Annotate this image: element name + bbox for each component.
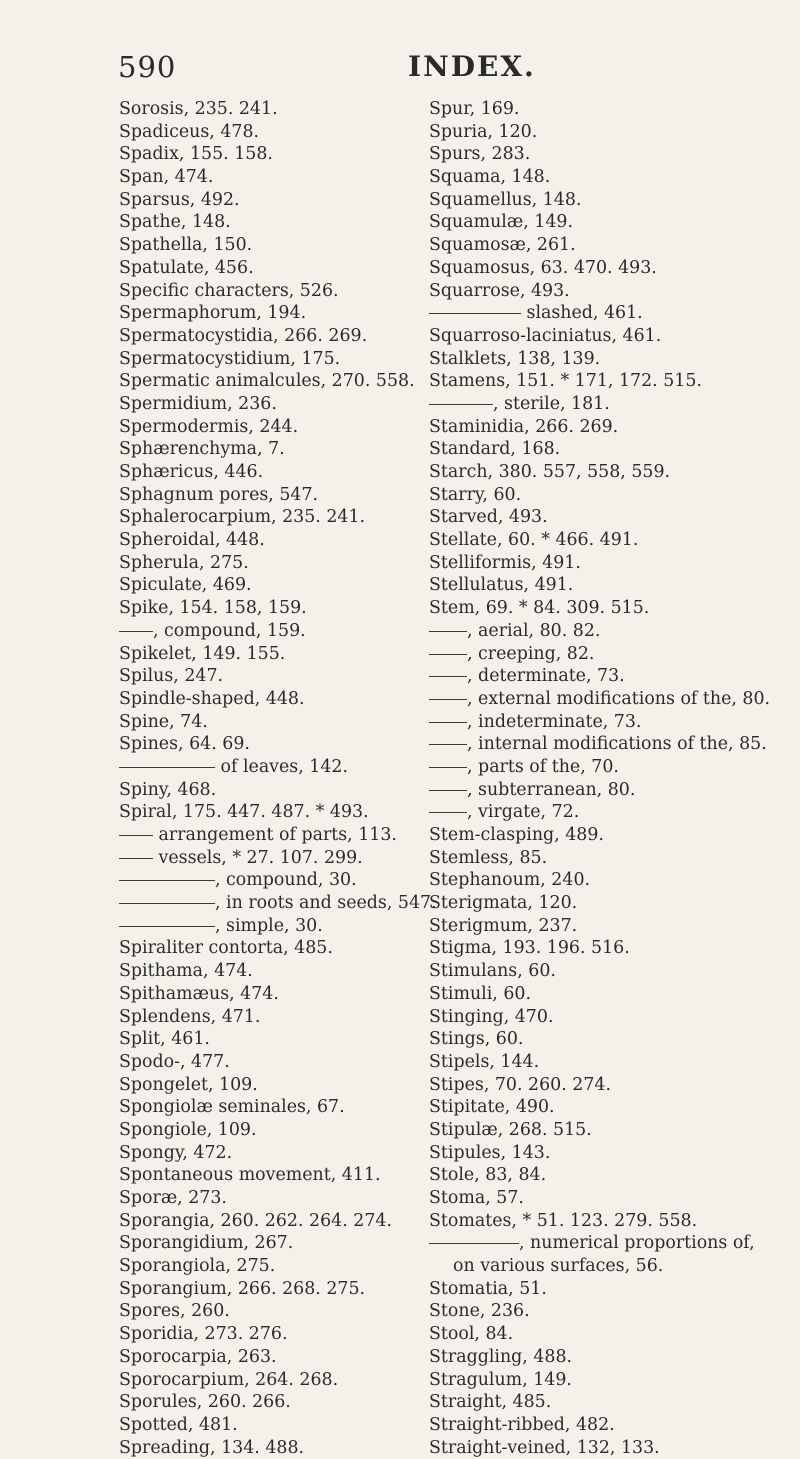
ditto-dash xyxy=(429,812,467,813)
index-entry-text: Stephanoum, 240. xyxy=(429,870,591,891)
index-entry-text: Stem, 69. * 84. 309. 515. xyxy=(429,598,650,619)
ditto-dash xyxy=(119,903,215,904)
index-entry-text: Spontaneous movement, 411. xyxy=(119,1165,381,1186)
index-entry-text: , subterranean, 80. xyxy=(467,779,636,800)
index-entry xyxy=(429,506,789,529)
index-entry xyxy=(429,325,789,348)
index-entry-text: Spongiole, 109. xyxy=(119,1119,257,1140)
index-entry xyxy=(429,1187,789,1210)
ditto-dash xyxy=(429,699,467,700)
index-entry xyxy=(429,1323,789,1346)
index-entry-text: arrangement of parts, 113. xyxy=(153,825,397,845)
index-entry xyxy=(119,211,419,234)
index-entry xyxy=(119,574,419,597)
index-entry-text: Stamens, 151. * 171, 172. 515. xyxy=(429,371,702,392)
index-entry-text: Stole, 83, 84. xyxy=(429,1165,547,1186)
index-entry-text: Sporangiola, 275. xyxy=(119,1256,276,1277)
index-entry-text: , numerical proportions of, xyxy=(519,1233,755,1254)
index-entry xyxy=(429,1119,789,1142)
index-entry-text: Spongy, 472. xyxy=(119,1142,233,1163)
index-entry-text: Sphagnum pores, 547. xyxy=(119,484,319,505)
ditto-dash xyxy=(429,631,467,632)
index-entry xyxy=(119,937,419,960)
index-entry-text: Spuria, 120. xyxy=(429,121,538,142)
index-entry xyxy=(119,1210,419,1233)
index-entry xyxy=(119,506,419,529)
index-entry xyxy=(429,688,789,711)
index-entry xyxy=(119,733,419,756)
index-entry-text: Stem-clasping, 489. xyxy=(429,825,604,845)
index-entry-text: Spherula, 275. xyxy=(119,552,249,573)
index-entry-text: , compound, 30. xyxy=(215,870,357,891)
index-entry xyxy=(429,461,789,484)
index-entry-text: Sorosis, 235. 241. xyxy=(119,99,278,119)
index-entry-text: Squamulæ, 149. xyxy=(429,212,573,233)
index-entry xyxy=(429,438,789,461)
index-entry xyxy=(429,1074,789,1097)
index-entry-text: Spreading, 134. 488. xyxy=(119,1437,305,1458)
index-entry xyxy=(429,234,789,257)
index-entry xyxy=(429,665,789,688)
index-entry xyxy=(429,711,789,734)
index-entry xyxy=(429,892,789,915)
index-entry-text: Spiculate, 469. xyxy=(119,575,252,596)
index-entry xyxy=(119,98,419,121)
index-entry-text: Stalklets, 138, 139. xyxy=(429,348,601,369)
index-entry xyxy=(119,1142,419,1165)
index-entry xyxy=(119,1074,419,1097)
index-entry-text: Stipitate, 490. xyxy=(429,1097,555,1118)
index-entry xyxy=(119,1323,419,1346)
index-entry-text: Stoma, 57. xyxy=(429,1188,524,1208)
index-entry-text: Stipulæ, 268. 515. xyxy=(429,1119,592,1140)
ditto-dash xyxy=(429,654,467,655)
index-entry-text: Spithama, 474. xyxy=(119,961,253,982)
index-entry-text: Sphærenchyma, 7. xyxy=(119,439,285,460)
ditto-dash xyxy=(119,858,153,859)
index-entry-text: Stelliformis, 491. xyxy=(429,552,581,573)
ditto-dash xyxy=(429,676,467,677)
ditto-dash xyxy=(119,835,153,836)
index-entry xyxy=(429,1346,789,1369)
index-entry-text: Stipes, 70. 260. 274. xyxy=(429,1074,612,1095)
index-entry xyxy=(119,1164,419,1187)
index-entry xyxy=(429,1142,789,1165)
index-entry xyxy=(429,733,789,756)
index-entry xyxy=(429,1369,789,1392)
index-entry-text: Spotted, 481. xyxy=(119,1414,238,1435)
index-entry-text: Stomates, * 51. 123. 279. 558. xyxy=(429,1210,698,1231)
index-entry-text: Sporocarpia, 263. xyxy=(119,1346,277,1367)
index-entry-text: Spathella, 150. xyxy=(119,235,253,256)
index-entry xyxy=(119,121,419,144)
index-entry-text: Spur, 169. xyxy=(429,99,520,119)
index-entry-text: Spithamæus, 474. xyxy=(119,983,279,1004)
index-entry xyxy=(119,756,419,779)
index-entry-text: Spermatocystidium, 175. xyxy=(119,348,341,369)
index-entry-text: Sporæ, 273. xyxy=(119,1188,227,1208)
index-entry-text: Squama, 148. xyxy=(429,167,551,188)
index-entry xyxy=(119,779,419,802)
index-entry xyxy=(119,801,419,824)
index-entry xyxy=(119,166,419,189)
index-entry-text: Squarrose, 493. xyxy=(429,280,570,301)
index-entry xyxy=(119,393,419,416)
index-entry xyxy=(429,211,789,234)
index-entry xyxy=(429,302,789,325)
index-entry xyxy=(429,574,789,597)
index-entry xyxy=(119,1437,419,1459)
index-entry xyxy=(429,1278,789,1301)
index-entry-text: , virgate, 72. xyxy=(467,802,580,823)
index-entry-text: Sporangium, 266. 268. 275. xyxy=(119,1278,366,1299)
index-entry xyxy=(119,1369,419,1392)
index-entry xyxy=(119,325,419,348)
index-entry-text: Squamosus, 63. 470. 493. xyxy=(429,257,657,278)
index-entry-text: Starry, 60. xyxy=(429,484,522,505)
index-entry-text: Sporangidium, 267. xyxy=(119,1233,294,1254)
index-entry-text: Straight, 485. xyxy=(429,1392,552,1413)
index-entry-text: Stimuli, 60. xyxy=(429,983,531,1004)
index-entry-text: , aerial, 80. 82. xyxy=(467,620,601,641)
index-entry xyxy=(119,1278,419,1301)
index-column-left xyxy=(119,98,437,1459)
index-entry xyxy=(429,189,789,212)
index-entry xyxy=(429,552,789,575)
index-entry-text: Spermidium, 236. xyxy=(119,393,277,414)
index-entry-text: Sterigmata, 120. xyxy=(429,893,578,914)
index-entry-text: Stipels, 144. xyxy=(429,1051,540,1072)
index-entry xyxy=(429,1414,789,1437)
index-entry xyxy=(119,348,419,371)
index-entry xyxy=(429,983,789,1006)
index-entry xyxy=(429,348,789,371)
index-entry-text: Stigma, 193. 196. 516. xyxy=(429,938,630,959)
index-entry xyxy=(119,1187,419,1210)
index-entry-text: Stellulatus, 491. xyxy=(429,575,574,596)
index-entry-text: Starch, 380. 557, 558, 559. xyxy=(429,462,671,482)
index-entry xyxy=(429,529,789,552)
index-entry xyxy=(119,370,419,393)
index-entry-text: Specific characters, 526. xyxy=(119,280,339,301)
index-entry xyxy=(429,937,789,960)
ditto-dash xyxy=(119,926,215,927)
index-entry-text: Sterigmum, 237. xyxy=(429,915,578,936)
index-entry xyxy=(119,143,419,166)
ditto-dash xyxy=(119,631,153,632)
index-entry xyxy=(429,370,789,393)
index-entry-text: Straight-veined, 132, 133. xyxy=(429,1437,660,1458)
index-entry xyxy=(119,1119,419,1142)
ditto-dash xyxy=(119,767,215,768)
index-entry xyxy=(119,484,419,507)
index-entry-text: vessels, * 27. 107. 299. xyxy=(153,847,363,868)
index-entry-text: Spiny, 468. xyxy=(119,779,217,800)
index-entry xyxy=(429,1006,789,1029)
index-entry xyxy=(119,1255,419,1278)
index-entry xyxy=(119,189,419,212)
index-entry-text: Stipules, 143. xyxy=(429,1142,551,1163)
index-entry-text: Starved, 493. xyxy=(429,507,548,528)
index-entry-text: Squarroso-laciniatus, 461. xyxy=(429,325,662,346)
index-entry-text: Spermatic animalcules, 270. 558. xyxy=(119,371,415,392)
index-entry-text: Spurs, 283. xyxy=(429,144,531,165)
index-entry-text: Stinging, 470. xyxy=(429,1006,554,1027)
index-entry-text: Spadix, 155. 158. xyxy=(119,144,273,165)
index-entry-text: Spikelet, 149. 155. xyxy=(119,643,286,664)
index-entry xyxy=(119,1300,419,1323)
index-entry-text: Span, 474. xyxy=(119,167,214,188)
index-entry xyxy=(119,983,419,1006)
index-entry xyxy=(429,779,789,802)
index-entry xyxy=(429,257,789,280)
index-entry-text: Straggling, 488. xyxy=(429,1346,573,1367)
index-entry xyxy=(119,280,419,303)
index-entry-text: Staminidia, 266. 269. xyxy=(429,416,619,437)
index-entry-text: , external modifications of the, 80. xyxy=(467,688,771,709)
index-entry xyxy=(429,915,789,938)
index-entry xyxy=(429,869,789,892)
index-entry-text: Spheroidal, 448. xyxy=(119,530,265,551)
index-entry-text: Spadiceus, 478. xyxy=(119,121,260,142)
index-entry xyxy=(429,121,789,144)
index-entry xyxy=(429,1300,789,1323)
index-entry-text: , compound, 159. xyxy=(153,620,306,641)
index-entry xyxy=(429,1210,789,1233)
index-entry xyxy=(119,892,437,915)
index-entry-text: Stragulum, 149. xyxy=(429,1369,572,1390)
index-entry-text: Spine, 74. xyxy=(119,711,208,732)
index-entry-text: , determinate, 73. xyxy=(467,666,625,687)
index-entry xyxy=(119,257,419,280)
index-entry xyxy=(429,597,789,620)
index-entry xyxy=(429,1232,789,1255)
index-entry-text: , simple, 30. xyxy=(215,915,323,936)
index-entry-text: Spongelet, 109. xyxy=(119,1074,258,1095)
index-entry-text: slashed, 461. xyxy=(521,303,643,324)
index-entry xyxy=(429,1437,789,1459)
index-entry-text: Spongiolæ seminales, 67. xyxy=(119,1097,345,1118)
index-entry xyxy=(429,1028,789,1051)
index-entry xyxy=(119,1414,419,1437)
index-entry-text: Sporangia, 260. 262. 264. 274. xyxy=(119,1210,392,1231)
ditto-dash xyxy=(119,880,215,881)
index-entry-text: Splendens, 471. xyxy=(119,1006,261,1027)
ditto-dash xyxy=(429,404,493,405)
index-entry-text: Spiral, 175. 447. 487. * 493. xyxy=(119,802,369,823)
index-entry-text: Sporules, 260. 266. xyxy=(119,1392,291,1413)
index-entry xyxy=(119,847,419,870)
index-entry-text: Spatulate, 456. xyxy=(119,257,254,278)
index-entry xyxy=(429,756,789,779)
index-entry xyxy=(429,1255,789,1278)
index-entry xyxy=(429,1164,789,1187)
index-entry-text: Spines, 64. 69. xyxy=(119,734,250,755)
ditto-dash xyxy=(429,722,467,723)
index-entry-text: Stomatia, 51. xyxy=(429,1278,547,1299)
index-entry xyxy=(119,688,419,711)
index-entry xyxy=(429,620,789,643)
index-entry-text: Split, 461. xyxy=(119,1029,210,1050)
index-entry-text: Sporidia, 273. 276. xyxy=(119,1324,288,1345)
index-entry xyxy=(119,915,419,938)
index-entry-text: on various surfaces, 56. xyxy=(453,1256,664,1277)
index-entry-text: Spike, 154. 158, 159. xyxy=(119,598,307,619)
index-entry-text: , indeterminate, 73. xyxy=(467,711,642,732)
index-entry-text: Squamellus, 148. xyxy=(429,189,582,210)
index-entry xyxy=(119,302,419,325)
index-entry xyxy=(119,1391,419,1414)
index-entry xyxy=(119,665,419,688)
index-entry-text: , internal modifications of the, 85. xyxy=(467,734,767,755)
index-entry xyxy=(429,416,789,439)
ditto-dash xyxy=(429,767,467,768)
index-entry xyxy=(429,1391,789,1414)
index-entry xyxy=(119,1028,419,1051)
index-entry xyxy=(119,1346,419,1369)
index-entry-text: Sparsus, 492. xyxy=(119,189,240,210)
index-entry-text: Spindle-shaped, 448. xyxy=(119,688,305,709)
index-entry xyxy=(119,960,419,983)
index-entry xyxy=(119,461,419,484)
index-entry-text: , creeping, 82. xyxy=(467,643,595,664)
index-entry xyxy=(429,484,789,507)
ditto-dash xyxy=(429,313,521,314)
index-entry-text: Stemless, 85. xyxy=(429,847,548,868)
index-entry-text: Sporocarpium, 264. 268. xyxy=(119,1369,339,1390)
index-entry xyxy=(119,1096,419,1119)
index-entry-text: Stool, 84. xyxy=(429,1324,514,1345)
page-number: 590 xyxy=(118,50,177,84)
index-entry xyxy=(119,824,419,847)
index-entry-text: Spiraliter contorta, 485. xyxy=(119,938,333,959)
page-title: INDEX. xyxy=(408,50,536,83)
index-entry-text: of leaves, 142. xyxy=(215,756,349,777)
index-entry xyxy=(429,847,789,870)
index-entry xyxy=(119,597,419,620)
index-entry xyxy=(119,643,419,666)
index-entry xyxy=(429,643,789,666)
index-entry-text: Spores, 260. xyxy=(119,1301,230,1322)
index-column-right xyxy=(429,98,789,1459)
index-entry-text: Stings, 60. xyxy=(429,1029,524,1050)
index-entry xyxy=(429,280,789,303)
index-entry-text: Spermodermis, 244. xyxy=(119,416,299,437)
index-entry xyxy=(119,1232,419,1255)
index-entry xyxy=(429,1051,789,1074)
index-entry-text: Spermaphorum, 194. xyxy=(119,303,307,324)
index-entry-text: Spathe, 148. xyxy=(119,212,231,233)
index-entry-text: Spilus, 247. xyxy=(119,666,224,687)
index-entry xyxy=(429,98,789,121)
index-entry-text: Stone, 236. xyxy=(429,1301,530,1322)
index-entry-text: , sterile, 181. xyxy=(493,393,610,414)
index-entry xyxy=(119,1006,419,1029)
index-entry-text: Stellate, 60. * 466. 491. xyxy=(429,530,639,551)
page-header xyxy=(0,50,800,90)
index-entry-text: Spodo-, 477. xyxy=(119,1051,230,1072)
index-entry-text: Sphæricus, 446. xyxy=(119,462,264,482)
index-entry xyxy=(119,529,419,552)
index-entry-text: Standard, 168. xyxy=(429,439,561,460)
index-entry xyxy=(119,711,419,734)
index-entry xyxy=(119,620,419,643)
index-entry-text: Squamosæ, 261. xyxy=(429,235,576,256)
index-entry-text: Straight-ribbed, 482. xyxy=(429,1414,615,1435)
ditto-dash xyxy=(429,1243,519,1244)
index-entry-text: Stimulans, 60. xyxy=(429,961,556,982)
index-entry xyxy=(119,416,419,439)
index-entry-text: , parts of the, 70. xyxy=(467,756,619,777)
index-entry xyxy=(429,1096,789,1119)
index-entry xyxy=(429,960,789,983)
index-entry-text: Spermatocystidia, 266. 269. xyxy=(119,325,368,346)
index-entry xyxy=(429,143,789,166)
index-entry xyxy=(119,869,419,892)
index-entry xyxy=(429,166,789,189)
index-entry xyxy=(429,824,789,847)
index-entry xyxy=(119,234,419,257)
ditto-dash xyxy=(429,790,467,791)
ditto-dash xyxy=(429,744,467,745)
index-entry xyxy=(119,1051,419,1074)
index-entry xyxy=(119,552,419,575)
index-entry-text: , in roots and seeds, 547. xyxy=(215,893,437,914)
index-entry-text: Sphalerocarpium, 235. 241. xyxy=(119,507,366,528)
index-entry xyxy=(119,438,419,461)
index-entry xyxy=(429,393,789,416)
index-entry xyxy=(429,801,789,824)
